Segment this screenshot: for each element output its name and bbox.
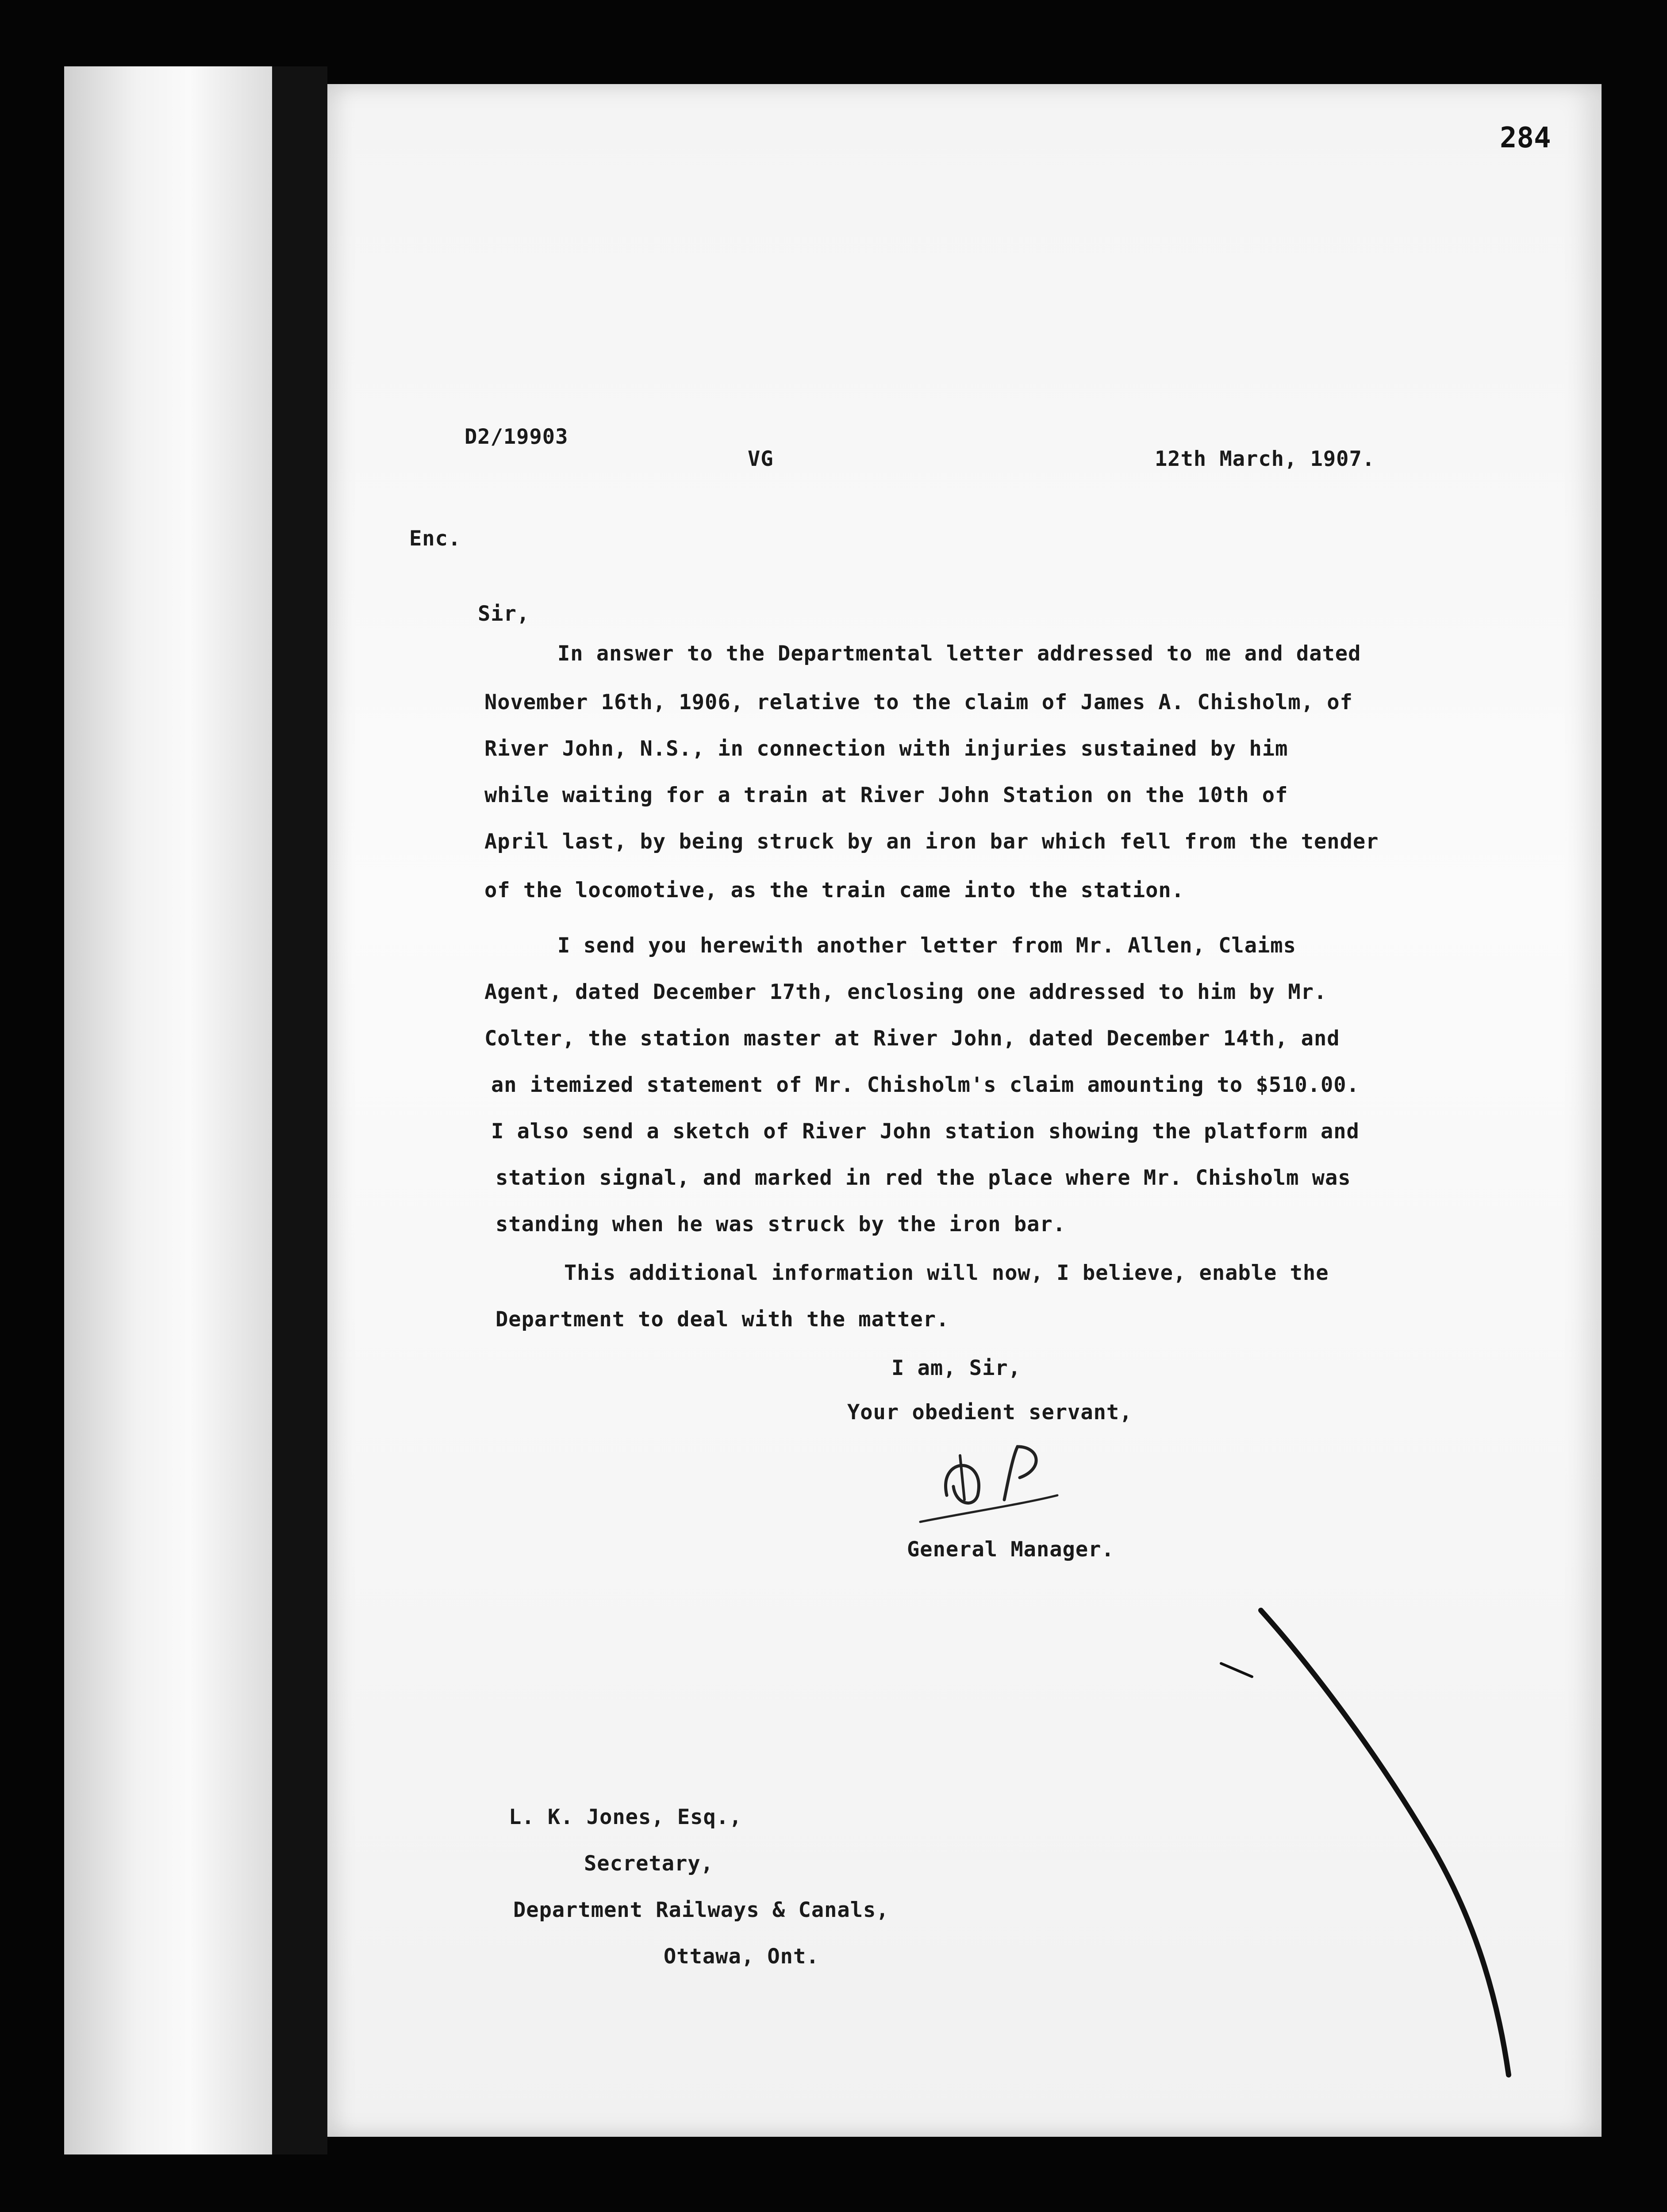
recipient-line: Ottawa, Ont. [664,1944,819,1969]
body-line: River John, N.S., in connection with injuries sustained by him [484,737,1288,761]
closing-line: Your obedient servant, [847,1400,1133,1425]
body-line: station signal, and marked in red the place where Mr. Chisholm was [495,1166,1351,1190]
body-line: standing when he was struck by the iron bar. [495,1212,1066,1237]
file-reference: D2/19903 [465,425,568,449]
salutation: Sir, [478,602,530,626]
body-line: This additional information will now, I believe, enable the [564,1261,1329,1285]
body-line: while waiting for a train at River John Station on the 10th of [484,783,1288,807]
body-line: I send you herewith another letter from Mr. Allen, Claims [557,933,1296,958]
pen-stroke-mark [1203,1601,1540,2079]
body-line: November 16th, 1906, relative to the claim of James A. Chisholm, of [484,690,1353,714]
closing-line: I am, Sir, [891,1356,1021,1380]
film-gutter [272,66,327,2154]
body-line: Department to deal with the matter. [495,1307,949,1332]
body-line: In answer to the Departmental letter addressed to me and dated [557,641,1361,666]
typist-initials: VG [748,447,774,471]
recipient-line: Secretary, [584,1851,714,1876]
signer-title: General Manager. [907,1537,1114,1562]
body-line: April last, by being struck by an iron bar which fell from the tender [484,830,1379,854]
recipient-line: Department Railways & Canals, [513,1898,889,1922]
page-number: 284 [1500,122,1551,154]
body-line: Colter, the station master at River John, dated December 14th, and [484,1026,1340,1051]
body-line: of the locomotive, as the train came into the station. [484,878,1185,902]
film-strip-left [64,66,272,2154]
recipient-line: L. K. Jones, Esq., [509,1805,742,1829]
letter-date: 12th March, 1907. [1155,447,1375,471]
body-line: Agent, dated December 17th, enclosing one addressed to him by Mr. [484,980,1327,1004]
body-line: an itemized statement of Mr. Chisholm's claim amounting to $510.00. [491,1073,1360,1097]
enclosure-note: Enc. [409,526,461,551]
handwritten-signature [911,1429,1088,1535]
body-line: I also send a sketch of River John station showing the platform and [491,1119,1360,1144]
